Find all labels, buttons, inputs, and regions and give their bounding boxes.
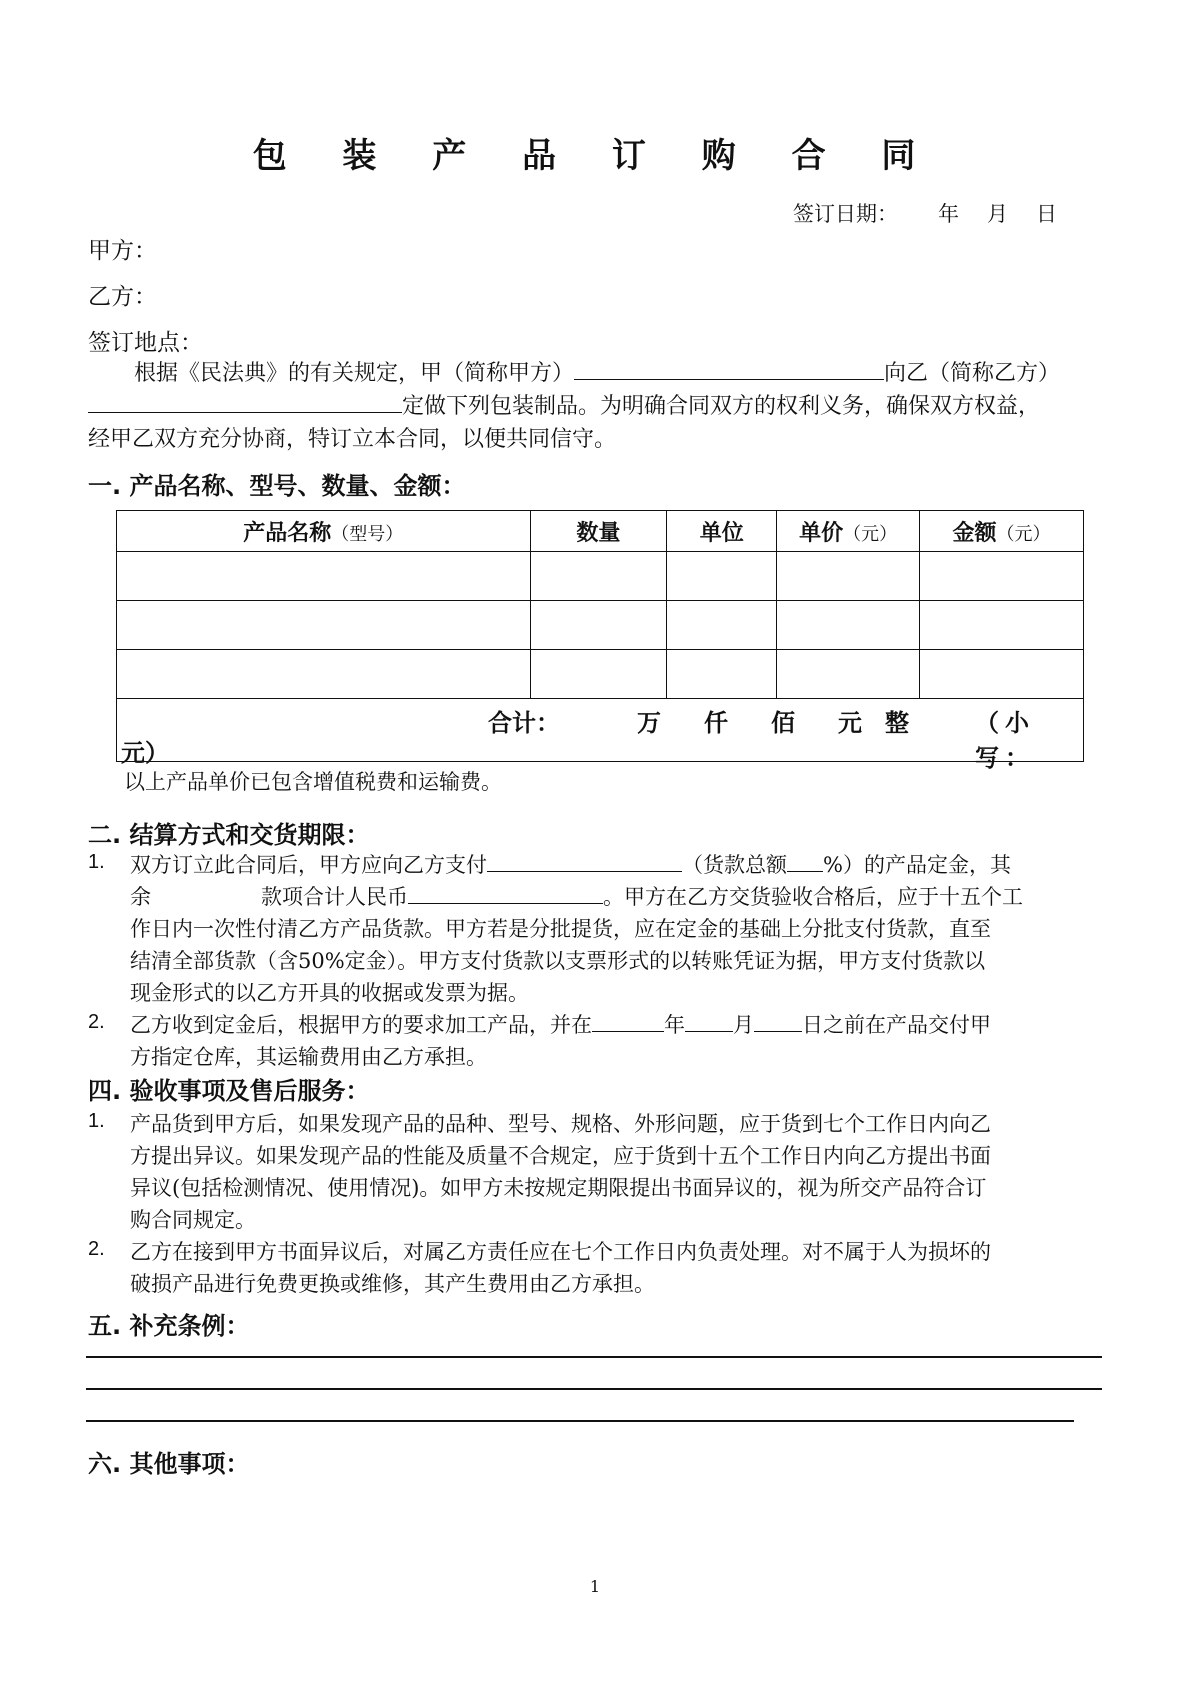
supplement-line-2[interactable] [86,1388,1102,1390]
section-2-item-1-line-3: 作日内一次性付清乙方产品货款。甲方若是分批提货，应在定金的基础上分批支付货款，直至 [130,917,991,941]
sign-date [793,198,1057,228]
table-cell[interactable] [117,552,531,601]
signing-place-label: 签订地点： [88,330,203,356]
table-cell[interactable] [920,601,1084,650]
header-product-name [117,511,531,552]
section-2-item-2-line-2: 方指定仓库，其运输费用由乙方承担。 [130,1045,487,1069]
table-cell[interactable] [530,601,667,650]
clause-text: %）的产品定金，其 [823,853,1011,877]
sign-date-day: 日 [1036,202,1057,226]
preamble-text: 向乙（简称乙方） [884,361,1061,386]
item-number: 2. [88,1011,105,1033]
section-2-item-1-line-1 [130,849,1011,879]
delivery-year-blank[interactable] [592,1011,664,1032]
section-4-item-2-line-2: 破损产品进行免费更换或维修，其产生费用由乙方承担。 [130,1272,655,1296]
item-number: 1. [88,851,105,873]
total-zheng: 整 [885,709,909,737]
preamble-line-1 [134,356,1060,387]
total-bai: 佰 [771,709,795,737]
section-4-item-1-line-4: 购合同规定。 [130,1208,256,1232]
sign-date-year: 年 [938,202,959,226]
preamble-line-2 [88,389,1040,420]
header-quantity [530,511,667,552]
table-cell[interactable] [530,552,667,601]
header-label: 单价 [799,520,844,546]
supplement-line-1[interactable] [86,1356,1102,1358]
header-unit: （元） [843,523,898,545]
price-note: 以上产品单价已包含增值税费和运输费。 [124,770,502,794]
table-total-row [117,699,1084,762]
total-label: 合计： [488,709,560,737]
table-cell[interactable] [667,601,777,650]
clause-text: 月 [733,1013,754,1037]
page-number: 1 [589,1577,601,1596]
table-cell[interactable] [667,552,777,601]
clause-text: 年 [664,1013,685,1037]
table-cell[interactable] [777,650,920,699]
table-row [117,650,1084,699]
sign-date-label: 签订日期： [793,202,898,226]
table-row [117,601,1084,650]
party-a-blank[interactable] [574,359,884,380]
table-cell[interactable] [117,601,531,650]
total-qian: 仟 [704,709,728,737]
table-cell[interactable] [667,650,777,699]
header-unit: （型号） [331,523,404,545]
table-cell[interactable] [777,601,920,650]
contract-title: 包 装 产 品 订 购 合 同 [252,136,938,176]
section-6-heading: 六. 其他事项： [88,1450,250,1478]
deposit-amount-blank[interactable] [487,851,682,872]
header-label: 产品名称 [243,520,332,546]
section-4-item-1-line-2: 方提出异议。如果发现产品的性能及质量不合规定，应于货到十五个工作日内向乙方提出书面 [130,1144,991,1168]
sign-date-month: 月 [987,202,1008,226]
clause-text: 。甲方在乙方交货验收合格后，应于十五个工 [603,885,1023,909]
section-2-item-1-line-2 [130,881,1023,911]
preamble-text: 定做下列包装制品。为明确合同双方的权利义务，确保双方权益， [402,394,1041,419]
section-4-item-1-line-3: 异议(包括检测情况、使用情况)。如甲方未按规定期限提出书面异议的，视为所交产品符合订 [130,1176,987,1200]
clause-text: 双方订立此合同后，甲方应向乙方支付 [130,853,487,877]
table-cell[interactable] [920,552,1084,601]
supplement-line-3[interactable] [86,1420,1074,1422]
clause-text: 款项合计人民币 [261,885,408,909]
delivery-day-blank[interactable] [754,1011,802,1032]
table-row [117,552,1084,601]
table-cell[interactable] [920,650,1084,699]
section-2-heading: 二. 结算方式和交货期限： [88,821,370,849]
delivery-month-blank[interactable] [685,1011,733,1032]
table-cell[interactable] [777,552,920,601]
party-b-label: 乙方： [88,284,157,310]
section-4-heading: 四. 验收事项及售后服务： [88,1077,370,1105]
header-unit [667,511,777,552]
section-2-item-2-line-1 [130,1009,991,1039]
section-4-item-1-line-1: 产品货到甲方后，如果发现产品的品种、型号、规格、外形问题，应于货到七个工作日内向乙 [130,1112,991,1136]
clause-text: 日之前在产品交付甲 [802,1013,991,1037]
party-b-blank[interactable] [88,392,402,413]
preamble-text: 根据《民法典》的有关规定，甲（简称甲方） [134,361,575,386]
party-a-label: 甲方： [88,238,157,264]
header-unit: （元） [996,523,1051,545]
header-label: 金额 [952,520,997,546]
table-cell[interactable] [530,650,667,699]
total-small-end: 元） [121,739,169,767]
total-cell [117,699,1084,772]
clause-text: （货款总额 [682,853,787,877]
item-number: 1. [88,1110,105,1132]
total-small-label: （小写： [975,709,1035,772]
section-5-heading: 五. 补充条例： [88,1312,250,1340]
clause-text: 乙方收到定金后，根据甲方的要求加工产品，并在 [130,1013,592,1037]
preamble-line-3: 经甲乙双方充分协商，特订立本合同，以便共同信守。 [88,427,617,452]
header-label: 数量 [576,520,621,546]
deposit-percent-blank[interactable] [787,851,823,872]
table-cell[interactable] [117,650,531,699]
header-unit-price [777,511,920,552]
product-table [116,510,1084,772]
table-header-row [117,511,1084,552]
section-4-item-2-line-1: 乙方在接到甲方书面异议后，对属乙方责任应在七个工作日内负责处理。对不属于人为损坏的 [130,1240,991,1264]
section-2-item-1-line-4: 结清全部货款（含50%定金）。甲方支付货款以支票形式的以转账凭证为据，甲方支付货款以 [130,949,986,973]
item-number: 2. [88,1238,105,1260]
header-label: 单位 [699,520,744,546]
total-wan: 万 [637,709,661,737]
total-yuan: 元 [838,709,862,737]
section-1-heading: 一. 产品名称、型号、数量、金额： [88,472,466,500]
remaining-amount-blank[interactable] [408,883,603,904]
header-amount [920,511,1084,552]
clause-text: 余 [130,885,151,909]
section-2-item-1-line-5: 现金形式的以乙方开具的收据或发票为据。 [130,981,529,1005]
